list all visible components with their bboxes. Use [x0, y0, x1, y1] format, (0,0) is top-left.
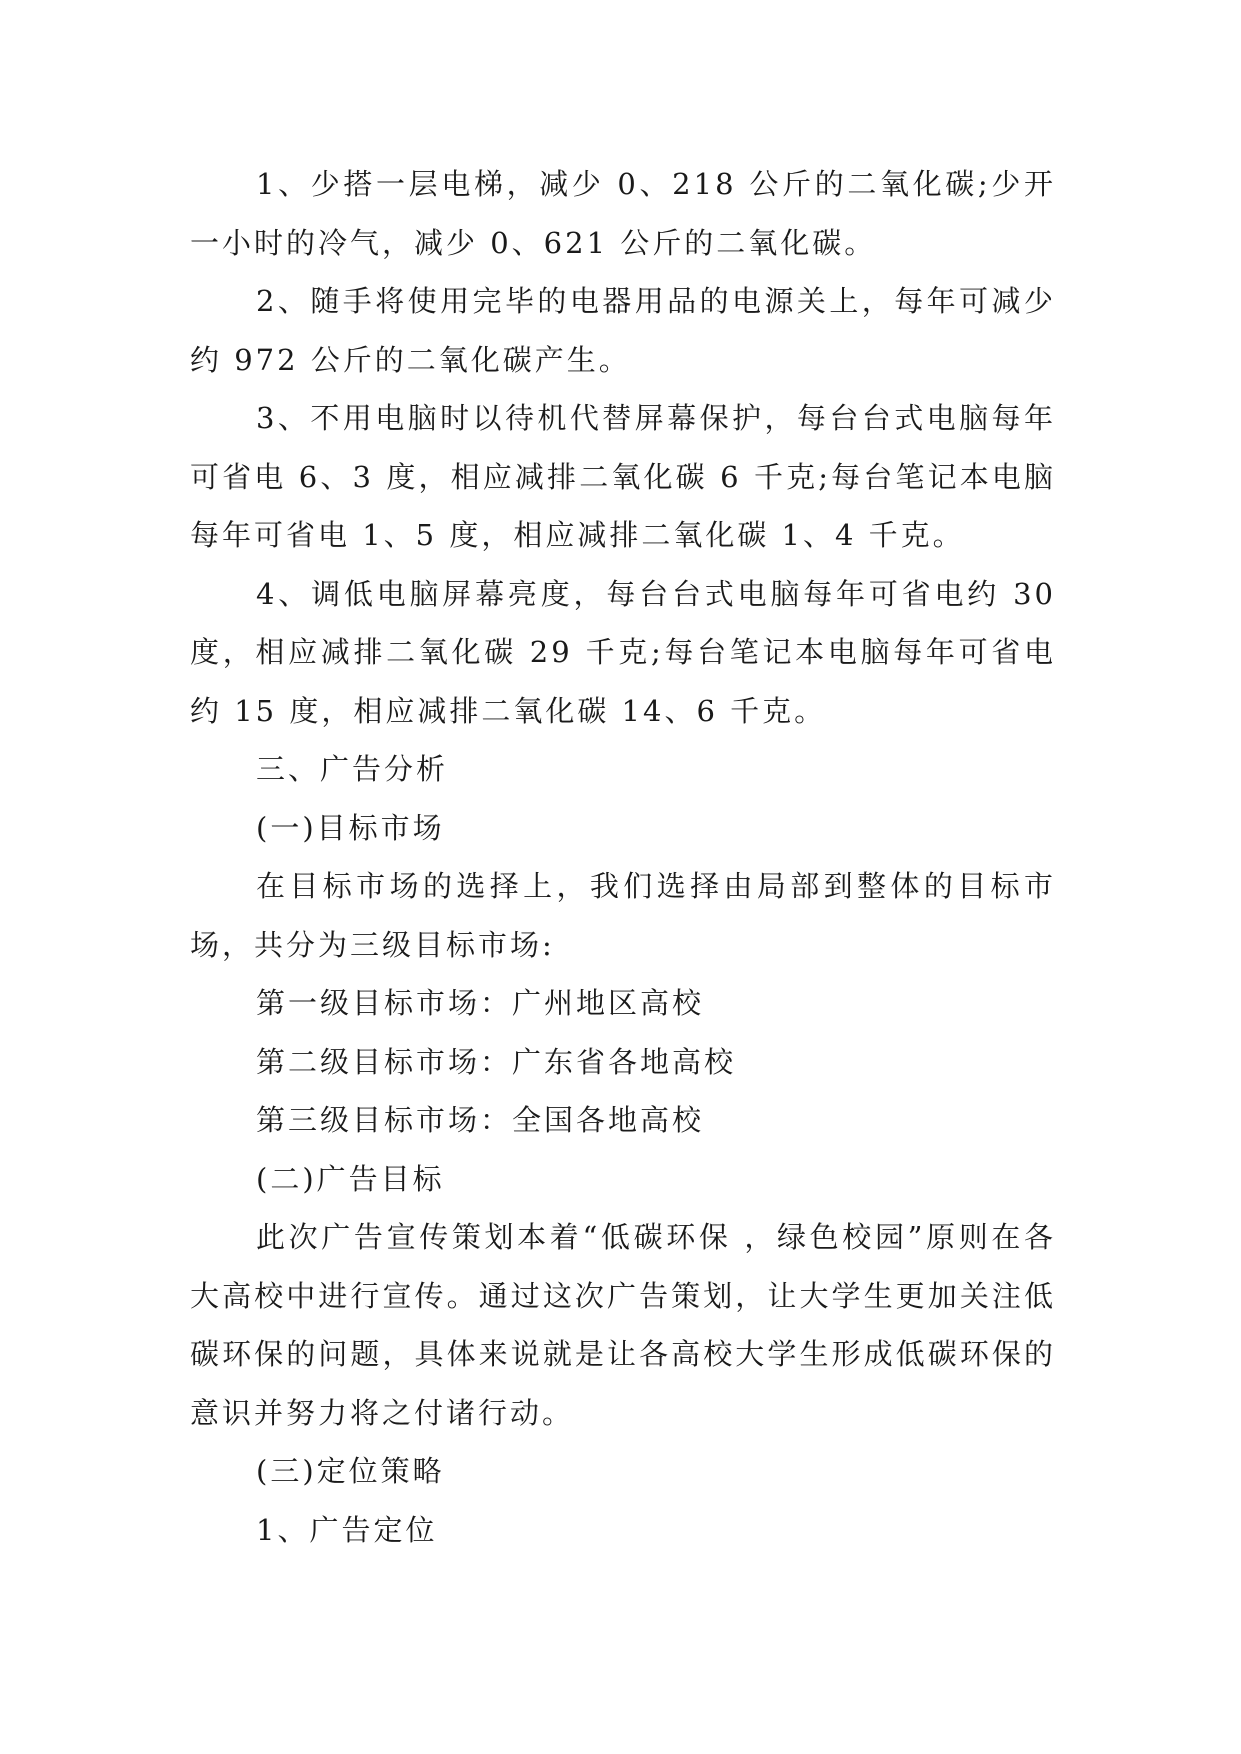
paragraph-tip-1-elevator-aircon: 1、少搭一层电梯，减少 0、218 公斤的二氧化碳;少开一小时的冷气，减少 0、621 公斤的二氧化碳。 — [190, 167, 1056, 260]
subheading-target-market: (一)目标市场 — [256, 810, 445, 845]
section-heading-ad-analysis: 三、广告分析 — [256, 752, 449, 786]
list-item-market-level-3: 第三级目标市场：全国各地高校 — [256, 1103, 705, 1137]
list-item-market-level-2: 第二级目标市场：广东省各地高校 — [256, 1044, 737, 1079]
subheading-ad-goal: (二)广告目标 — [256, 1161, 445, 1196]
document-body — [190, 155, 1056, 1559]
paragraph-tip-4-brightness: 4、调低电脑屏幕亮度，每台台式电脑每年可省电约 30 度，相应减排二氧化碳 29 千克;每台笔记本电脑每年可省电约 15 度，相应减排二氧化碳 14、6 千克。 — [190, 576, 1056, 728]
paragraph-market-selection: 在目标市场的选择上，我们选择由局部到整体的目标市场，共分为三级目标市场: — [190, 869, 1056, 962]
list-item-market-level-1: 第一级目标市场：广州地区高校 — [256, 986, 705, 1020]
subheading-ad-positioning: 1、广告定位 — [256, 1512, 438, 1547]
paragraph-ad-goal: 此次广告宣传策划本着“低碳环保 ，绿色校园”原则在各大高校中进行宣传。通过这次广告策划，让大学生更加关注低碳环保的问题，具体来说就是让各高校大学生形成低碳环保的意识并努力将之付诸行动。 — [190, 1220, 1056, 1430]
paragraph-tip-3-standby: 3、不用电脑时以待机代替屏幕保护，每台台式电脑每年可省电 6、3 度，相应减排二氧化碳 6 千克;每台笔记本电脑每年可省电 1、5 度，相应减排二氧化碳 1、4 千克。 — [190, 401, 1056, 552]
paragraph-tip-2-power-off: 2、随手将使用完毕的电器用品的电源关上，每年可减少约 972 公斤的二氧化碳产生。 — [190, 284, 1056, 377]
subheading-positioning-strategy: (三)定位策略 — [256, 1454, 445, 1488]
